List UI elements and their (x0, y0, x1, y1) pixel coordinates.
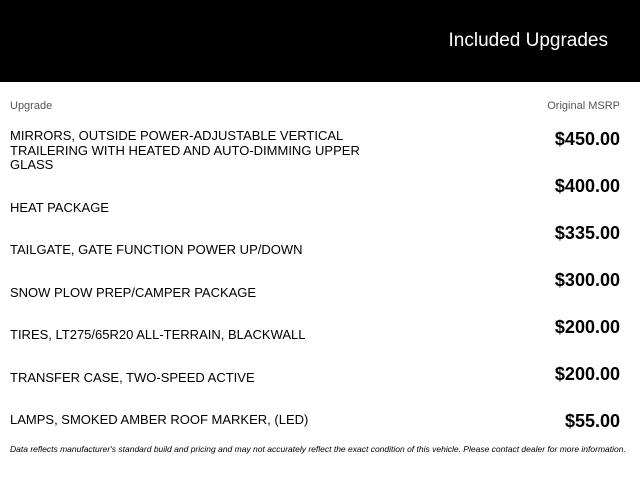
upgrade-price: $400.00 (554, 176, 620, 196)
header-bar (0, 0, 640, 82)
upgrade-name: LAMPS, SMOKED AMBER ROOF MARKER, (LED) (10, 412, 309, 427)
upgrade-name: MIRRORS, OUTSIDE POWER-ADJUSTABLE VERTICAL TRAILERING WITH HEATED AND AUTO-DIMMING UPPER GLASS (10, 128, 360, 172)
upgrade-price: $200.00 (554, 317, 620, 337)
upgrade-name: SNOW PLOW PREP/CAMPER PACKAGE (10, 285, 257, 300)
column-header-upgrade: Upgrade (10, 100, 53, 112)
column-header-msrp: Original MSRP (547, 100, 620, 112)
upgrade-name: TAILGATE, GATE FUNCTION POWER UP/DOWN (10, 242, 303, 257)
upgrade-price: $335.00 (554, 223, 620, 243)
upgrade-name: TIRES, LT275/65R20 ALL-TERRAIN, BLACKWALL (10, 327, 306, 342)
upgrade-price: $300.00 (554, 270, 620, 290)
upgrade-price: $450.00 (554, 129, 620, 149)
page-title: Included Upgrades (448, 30, 608, 51)
upgrade-price: $200.00 (554, 364, 620, 384)
upgrade-name: HEAT PACKAGE (10, 200, 109, 215)
upgrade-name: TRANSFER CASE, TWO-SPEED ACTIVE (10, 370, 255, 385)
upgrade-price: $55.00 (564, 411, 620, 431)
disclaimer-text: Data reflects manufacturer's standard build and pricing and may not accurately reflect the exact condition of this vehicle. Please contact dealer for more information. (10, 444, 626, 454)
